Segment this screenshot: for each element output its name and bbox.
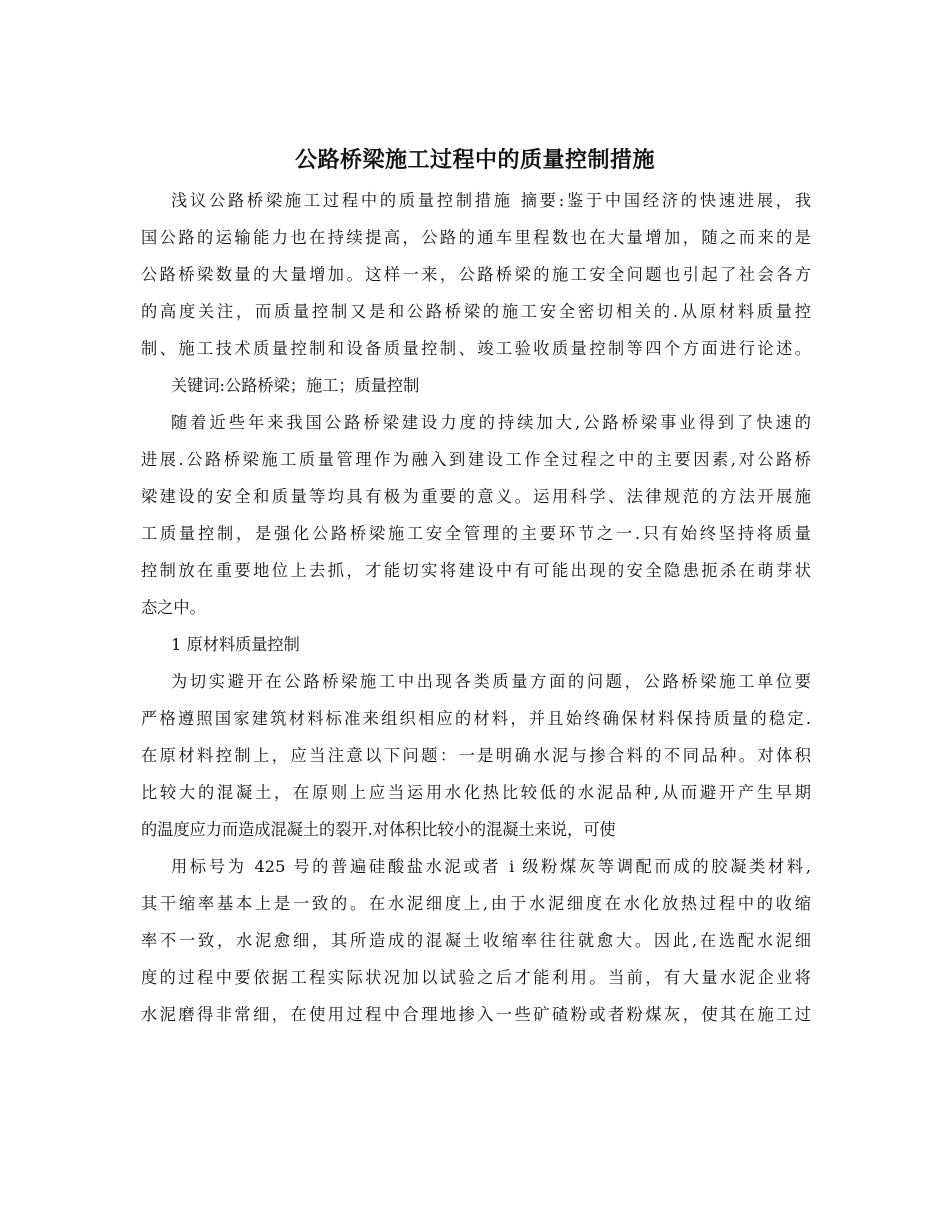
section-heading: 1 原材料质量控制 [171,635,300,654]
paragraph-line: 的高度关注，而质量控制又是和公路桥梁的施工安全密切相关的.从原材料质量控 [141,302,811,321]
paragraph-line: 随着近些年来我国公路桥梁建设力度的持续加大,公路桥梁事业得到了快速的 [171,413,811,432]
paragraph-line: 进展.公路桥梁施工质量管理作为融入到建设工作全过程之中的主要因素,对公路桥 [141,450,811,469]
document-title: 公路桥梁施工过程中的质量控制措施 [294,147,655,173]
paragraph-line: 为切实避开在公路桥梁施工中出现各类质量方面的问题，公路桥梁施工单位要 [171,672,811,691]
paragraph-line: 态之中。 [141,598,206,617]
paragraph-line: 梁建设的安全和质量等均具有极为重要的意义。运用科学、法律规范的方法开展施 [141,487,811,506]
paragraph-line: 在原材料控制上，应当注意以下问题：一是明确水泥与掺合料的不同品种。对体积 [141,746,811,765]
paragraph-line: 制、施工技术质量控制和设备质量控制、竣工验收质量控制等四个方面进行论述。 [141,339,811,358]
paragraph-line: 其干缩率基本上是一致的。在水泥细度上,由于水泥细度在水化放热过程中的收缩 [141,894,811,913]
paragraph-line: 严格遵照国家建筑材料标准来组织相应的材料，并且始终确保材料保持质量的稳定. [141,709,811,728]
keywords-line: 关键词:公路桥梁；施工；质量控制 [171,376,420,395]
document-body [141,186,811,1037]
paragraph-line: 浅议公路桥梁施工过程中的质量控制措施 摘要:鉴于中国经济的快速进展，我 [171,191,811,210]
paragraph-line: 的温度应力而造成混凝土的裂开.对体积比较小的混凝土来说，可使 [141,820,616,839]
paragraph-line: 率不一致，水泥愈细，其所造成的混凝土收缩率往往就愈大。因此,在选配水泥细 [141,931,811,950]
paragraph-line: 比较大的混凝土，在原则上应当运用水化热比较低的水泥品种,从而避开产生早期 [141,783,811,802]
paragraph-line: 水泥磨得非常细，在使用过程中合理地掺入一些矿碴粉或者粉煤灰，使其在施工过 [141,1005,811,1024]
paragraph-line: 度的过程中要依据工程实际状况加以试验之后才能利用。当前，有大量水泥企业将 [141,968,811,987]
paragraph-line: 控制放在重要地位上去抓，才能切实将建设中有可能出现的安全隐患扼杀在萌芽状 [141,561,811,580]
paragraph-line: 国公路的运输能力也在持续提高，公路的通车里程数也在大量增加，随之而来的是 [141,228,811,247]
paragraph-line: 公路桥梁数量的大量增加。这样一来，公路桥梁的施工安全问题也引起了社会各方 [141,265,811,284]
paragraph-line: 用标号为 425 号的普遍硅酸盐水泥或者 i 级粉煤灰等调配而成的胶凝类材料, [171,857,811,876]
paragraph-line: 工质量控制，是强化公路桥梁施工安全管理的主要环节之一.只有始终坚持将质量 [141,524,811,543]
